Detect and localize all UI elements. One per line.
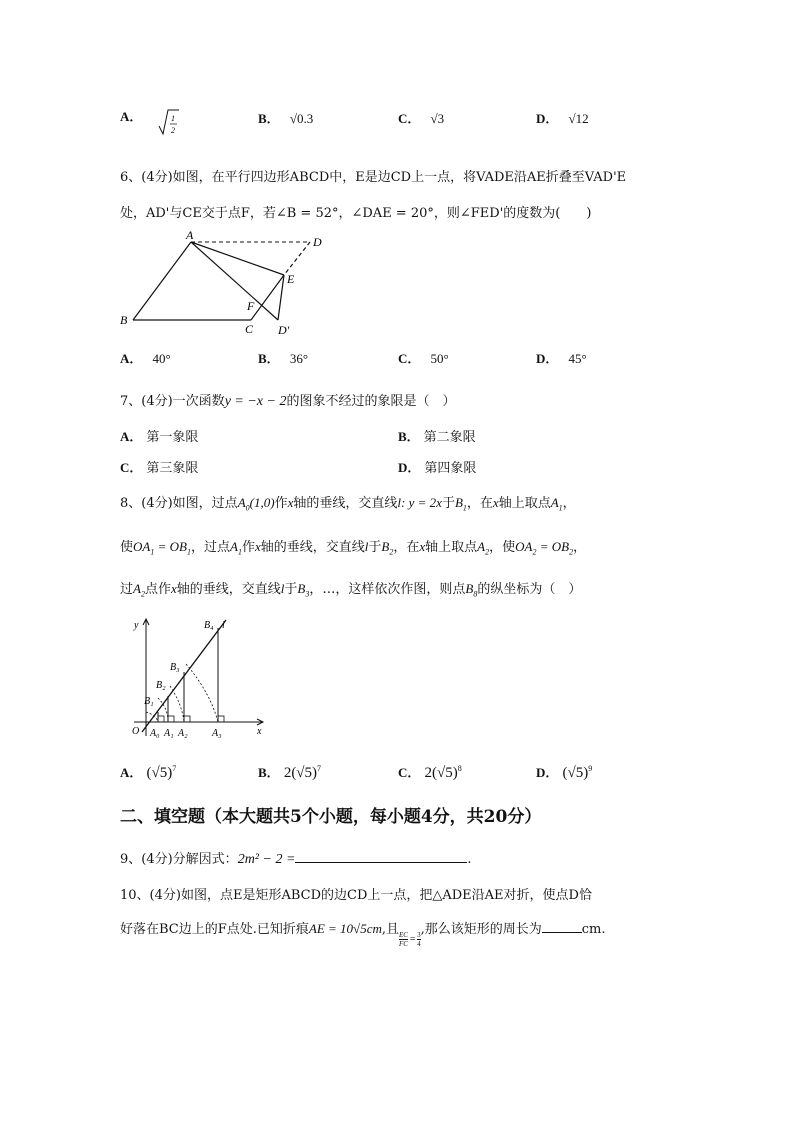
q6-option-c: [398, 348, 449, 367]
option-letter: D．: [536, 111, 559, 126]
eq-oa2-ob2: $OA_2 = OB_2$: [515, 539, 574, 557]
text: 轴上取点: [425, 540, 478, 555]
q9-stem: [120, 848, 472, 868]
option-value: 第二象限: [423, 430, 476, 445]
ae-formula: AE = 10√5cm: [308, 921, 382, 936]
q8-figure: [118, 612, 268, 742]
sqrt-half-formula: [157, 106, 181, 146]
text: 8、(4分)如图，过点: [120, 496, 238, 511]
text: 于: [441, 496, 455, 511]
exponent: 9: [588, 764, 593, 773]
x-var: x: [170, 581, 177, 596]
point-b8: $B_8$: [465, 581, 478, 599]
label-d-prime: D′: [278, 323, 290, 337]
option-letter: C．: [120, 460, 143, 475]
text: 作: [274, 496, 288, 511]
coef: 2: [283, 765, 292, 781]
text: 点作: [144, 582, 171, 597]
label-y: y: [134, 620, 139, 631]
option-letter: B．: [258, 111, 280, 126]
x-var: x: [492, 495, 499, 510]
answer-blank[interactable]: [542, 920, 582, 933]
q5-option-a: [120, 106, 181, 146]
point-a2: $A_2$: [133, 581, 145, 599]
label-d: D: [313, 235, 322, 249]
fraction-den: FC: [399, 940, 408, 948]
q8-line1: [120, 492, 576, 513]
text: ，在: [393, 540, 420, 555]
option-letter: A．: [120, 109, 143, 124]
q7-option-d: [398, 457, 476, 476]
label-l: l: [222, 620, 225, 631]
x-var: x: [287, 495, 294, 510]
svg-text:1: 1: [170, 114, 175, 123]
option-value: 36°: [289, 351, 309, 366]
text: ，在: [466, 496, 493, 511]
x-var: x: [254, 539, 261, 554]
q8-line3: [120, 578, 581, 599]
q7-stem: [120, 390, 455, 410]
coef: 2: [424, 765, 433, 781]
point-a0: $A_0(1,0)$: [237, 495, 275, 513]
point-b1: $B_1$: [454, 495, 467, 513]
exponent: 7: [317, 764, 322, 773]
q8-option-b: [258, 762, 321, 782]
text: cm.: [581, 922, 606, 937]
text: 轴的垂线，交直线: [293, 496, 398, 511]
q7-option-a: [120, 426, 198, 445]
label-b3: B₃: [170, 662, 180, 673]
answer-blank[interactable]: [295, 850, 467, 863]
line-l-eq: l: y = 2x: [397, 495, 442, 510]
text: 于: [284, 582, 298, 597]
q6-line1: 6、(4分)如图，在平行四边形ABCD中，E是边CD上一点，将VADE沿AE折叠至VAD'E: [120, 170, 627, 185]
q9-suffix: .: [467, 852, 472, 867]
q10-line2: [120, 918, 606, 948]
q6-option-a: [120, 348, 171, 367]
fraction-num: EC: [399, 931, 408, 939]
ratio-formula: [399, 931, 421, 948]
q5-option-c: [398, 108, 444, 127]
label-b1: B₁: [144, 696, 154, 707]
label-o: O: [132, 726, 140, 737]
q6-figure: [118, 230, 338, 342]
option-value: 第一象限: [146, 430, 199, 445]
option-value: 50°: [430, 351, 449, 366]
exponent: 7: [172, 764, 177, 773]
text: 轴的垂线，交直线: [260, 540, 365, 555]
text: 的纵坐标为（ ）: [477, 582, 582, 597]
point-a1: $A_1$: [230, 539, 242, 557]
comma: ，: [573, 539, 587, 554]
label-c: C: [245, 322, 254, 336]
text: 作: [241, 540, 255, 555]
q7-prefix: 7、(4分)一次函数: [120, 394, 225, 409]
text: 好落在BC边上的F点处.已知折痕: [120, 922, 309, 937]
option-formula: $2(√5)^7$: [283, 764, 322, 781]
point-b2: $B_2$: [381, 539, 394, 557]
label-a3: A₃: [212, 728, 222, 739]
x-var: x: [419, 539, 426, 554]
option-value: √3: [430, 111, 445, 126]
label-a1: A₁: [164, 728, 174, 739]
label-e: E: [287, 272, 295, 286]
option-letter: C．: [398, 351, 421, 366]
option-letter: B．: [258, 351, 280, 366]
text: 过: [120, 582, 134, 597]
q5-option-d: [536, 108, 589, 127]
option-value: √12: [568, 111, 589, 126]
option-letter: D．: [536, 765, 559, 780]
label-a: A: [186, 230, 194, 242]
point-a2: $A_2$: [477, 539, 490, 557]
q5-option-b: [258, 108, 313, 127]
label-b4: B₄: [204, 620, 214, 631]
q10-line1: 10、(4分)如图，点E是矩形ABCD的边CD上一点，把△ADE沿AE对折，使点D恰: [120, 888, 592, 903]
q9-formula: 2m² − 2 =: [237, 852, 296, 867]
comma: ，: [562, 495, 576, 510]
option-letter: D．: [536, 351, 559, 366]
fraction-val-num: 3: [417, 931, 421, 939]
q6-line2: 处，AD'与CE交于点F，若∠B = 52°，∠DAE = 20°，则∠FED'的度数为( ): [120, 206, 592, 221]
label-x: x: [257, 726, 262, 737]
q7-option-b: [398, 426, 476, 445]
option-letter: B．: [258, 765, 280, 780]
q7-option-c: [120, 457, 198, 476]
label-b: B: [120, 313, 128, 327]
option-formula: $(√5)^7$: [146, 764, 177, 781]
option-letter: B．: [398, 429, 420, 444]
eq-oa1-ob1: $OA_1 = OB_1$: [133, 539, 191, 557]
fraction-val-den: 4: [417, 940, 421, 948]
option-value: 40°: [152, 351, 171, 366]
option-value: √0.3: [289, 111, 314, 126]
label-a2: A₂: [178, 728, 188, 739]
q8-option-d: [536, 762, 592, 782]
text: ,那么该矩形的周长为: [420, 922, 542, 937]
point-a1: $A_1$: [550, 495, 563, 513]
option-letter: A．: [120, 765, 143, 780]
exponent: 8: [457, 764, 462, 773]
option-value: 第四象限: [424, 461, 477, 476]
option-letter: D．: [398, 460, 421, 475]
q7-formula: y = −x − 2: [224, 394, 287, 409]
option-letter: A．: [120, 429, 143, 444]
q8-line2: [120, 536, 586, 557]
q7-suffix: 的图象不经过的象限是（ ）: [286, 394, 456, 409]
option-formula: $2(√5)^8$: [424, 764, 462, 781]
text: ，过点: [190, 540, 230, 555]
q8-option-a: [120, 762, 176, 782]
option-letter: A．: [120, 351, 143, 366]
svg-text:2: 2: [170, 126, 175, 135]
line-l: l: [364, 539, 369, 554]
point-b3: $B_3$: [297, 581, 310, 599]
text: 轴上取点: [498, 496, 551, 511]
text: ，…，这样依次作图，则点: [309, 582, 466, 597]
q6-option-b: [258, 348, 308, 367]
text: ,且: [381, 922, 399, 937]
section-heading: 二、填空题（本大题共5个小题，每小题4分，共20分）: [120, 807, 542, 827]
text: 使: [120, 540, 134, 555]
text: 轴的垂线，交直线: [176, 582, 281, 597]
text: ，使: [489, 540, 516, 555]
option-letter: C．: [398, 765, 421, 780]
option-letter: C．: [398, 111, 421, 126]
label-a0: A₀: [150, 728, 160, 739]
label-f: F: [247, 299, 255, 313]
fraction-eq: =: [409, 934, 416, 945]
option-formula: $(√5)^9$: [562, 764, 593, 781]
q8-option-c: [398, 762, 462, 782]
option-value: 第三象限: [146, 461, 199, 476]
q9-prefix: 9、(4分)分解因式：: [120, 852, 238, 867]
option-value: 45°: [568, 351, 587, 366]
line-l: l: [280, 581, 285, 596]
text: 于: [368, 540, 382, 555]
label-b2: B₂: [156, 680, 166, 691]
q6-option-d: [536, 348, 587, 367]
